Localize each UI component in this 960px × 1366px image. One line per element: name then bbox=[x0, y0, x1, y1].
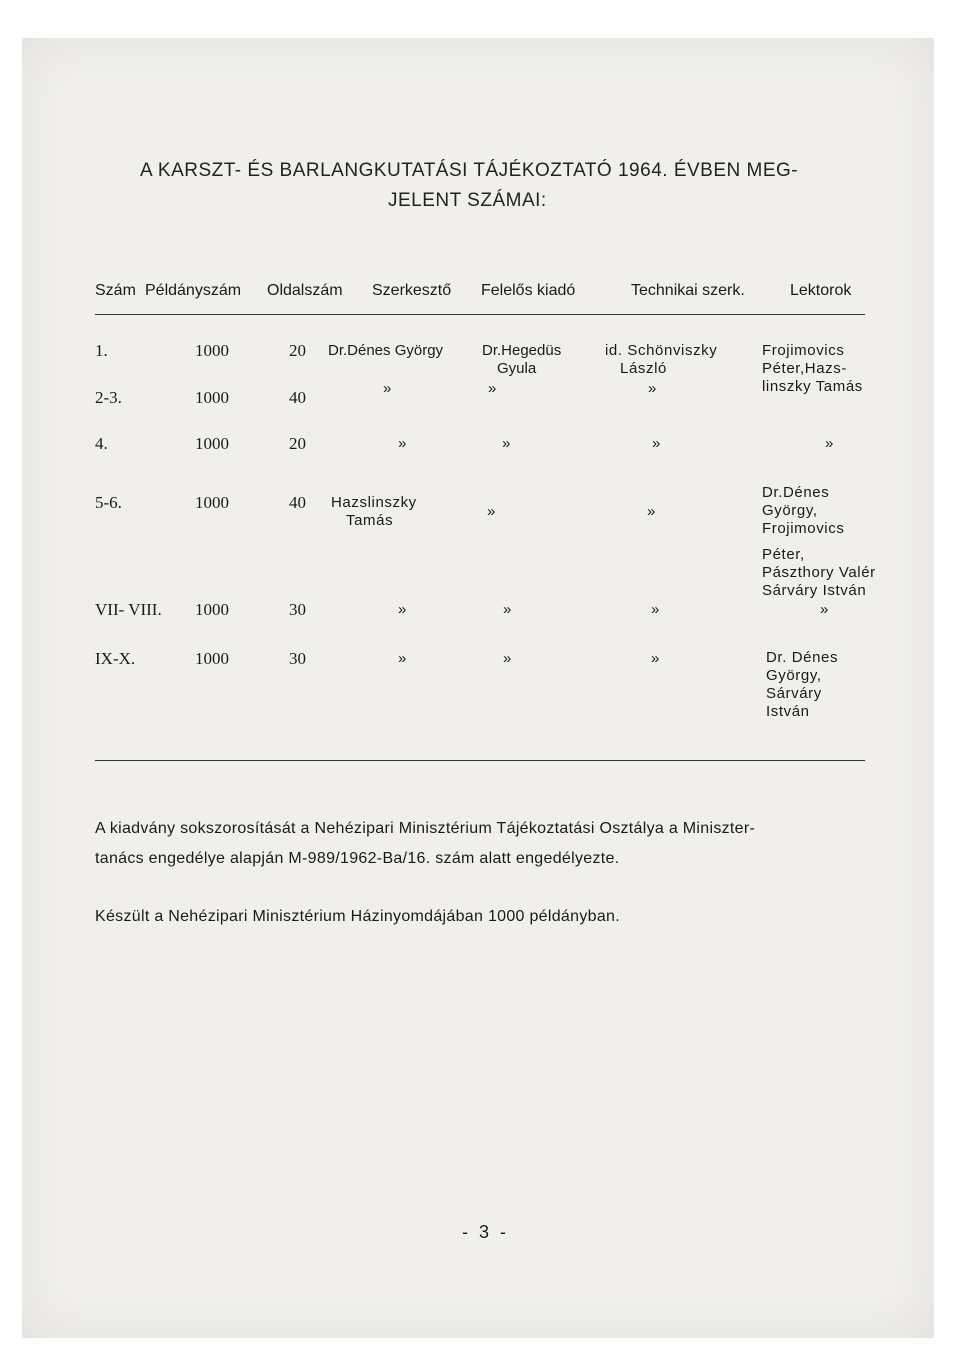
row4-oldal: 40 bbox=[289, 493, 306, 512]
table-bottom-rule bbox=[95, 760, 865, 761]
row2-oldal: 40 bbox=[289, 388, 306, 407]
document-title-line2: JELENT SZÁMAI: bbox=[388, 190, 547, 211]
row3-lektor: » bbox=[825, 435, 834, 452]
row5-szerkeszto: » bbox=[398, 601, 407, 618]
row6-oldal: 30 bbox=[289, 649, 306, 668]
row2-peldany: 1000 bbox=[195, 388, 229, 407]
row1-szerkeszto: Dr.Dénes György bbox=[328, 342, 444, 359]
header-lektorok: Lektorok bbox=[790, 282, 852, 299]
row1-oldal: 20 bbox=[289, 341, 306, 360]
row6-lektor-line3: Sárváry bbox=[766, 685, 822, 702]
row4-lektor-line4: Péter, bbox=[762, 546, 805, 563]
row6-szerkeszto: » bbox=[398, 650, 407, 667]
row4-szam: 5-6. bbox=[95, 493, 122, 512]
footer-line2: tanács engedélye alapján M-989/1962-Ba/16. szám alatt engedélyezte. bbox=[95, 850, 620, 867]
row5-lektor: » bbox=[820, 601, 829, 618]
row6-lektor-line1: Dr. Dénes bbox=[766, 649, 839, 666]
row1-felelos-line2: Gyula bbox=[497, 360, 537, 377]
row4-szerkeszto-line2: Tamás bbox=[346, 512, 394, 529]
row2-szam: 2-3. bbox=[95, 388, 122, 407]
row3-szam: 4. bbox=[95, 434, 108, 453]
row3-felelos: » bbox=[502, 435, 511, 452]
row3-oldal: 20 bbox=[289, 434, 306, 453]
row4-felelos: » bbox=[487, 503, 496, 520]
row6-lektor-line4: István bbox=[766, 703, 810, 720]
row6-peldany: 1000 bbox=[195, 649, 229, 668]
row1-felelos-line1: Dr.Hegedüs bbox=[482, 342, 562, 359]
row2-technikai: » bbox=[648, 380, 657, 397]
row3-peldany: 1000 bbox=[195, 434, 229, 453]
row5-technikai: » bbox=[651, 601, 660, 618]
row3-technikai: » bbox=[652, 435, 661, 452]
row6-lektor-line2: György, bbox=[766, 667, 822, 684]
row3-szerkeszto: » bbox=[398, 435, 407, 452]
row4-technikai: » bbox=[647, 503, 656, 520]
row4-lektor-line2: György, bbox=[762, 502, 818, 519]
row1-technikai-line2: László bbox=[620, 360, 667, 377]
row4-peldany: 1000 bbox=[195, 493, 229, 512]
row1-lektor-line1: Frojimovics bbox=[762, 342, 845, 359]
row1-lektor-line2: Péter,Hazs- bbox=[762, 360, 847, 377]
row2-szerkeszto: » bbox=[383, 380, 392, 397]
row6-szam: IX-X. bbox=[95, 649, 136, 668]
row5-szam: VII- VIII. bbox=[95, 600, 162, 619]
row5-felelos: » bbox=[503, 601, 512, 618]
header-szerkeszto: Szerkesztő bbox=[372, 282, 452, 299]
row1-szam: 1. bbox=[95, 341, 108, 360]
header-oldalszam: Oldalszám bbox=[267, 282, 343, 299]
page-number: - 3 - bbox=[462, 1222, 510, 1242]
row6-felelos: » bbox=[503, 650, 512, 667]
footer-line1: A kiadvány sokszorosítását a Nehézipari Minisztérium Tájékoztatási Osztálya a Miniszter- bbox=[95, 820, 756, 837]
document-title-line1: A KARSZT- ÉS BARLANGKUTATÁSI TÁJÉKOZTATÓ 1964. ÉVBEN MEG- bbox=[140, 160, 799, 181]
row2-felelos: » bbox=[488, 380, 497, 397]
row1-peldany: 1000 bbox=[195, 341, 229, 360]
row1-technikai-line1: id. Schönviszky bbox=[605, 342, 718, 359]
row4-lektor-line5: Pászthory Valér bbox=[762, 564, 876, 581]
row6-technikai: » bbox=[651, 650, 660, 667]
row4-lektor-line3: Frojimovics bbox=[762, 520, 845, 537]
row5-oldal: 30 bbox=[289, 600, 306, 619]
header-peldanyszam: Példányszám bbox=[145, 282, 242, 299]
row4-lektor-line6: Sárváry István bbox=[762, 582, 867, 599]
row4-lektor-line1: Dr.Dénes bbox=[762, 484, 830, 501]
row4-szerkeszto-line1: Hazslinszky bbox=[331, 494, 417, 511]
row5-peldany: 1000 bbox=[195, 600, 229, 619]
footer-line3: Készült a Nehézipari Minisztérium Házinyomdájában 1000 példányban. bbox=[95, 908, 620, 925]
header-rule bbox=[95, 314, 865, 315]
header-technikai-szerk: Technikai szerk. bbox=[631, 282, 745, 299]
header-szam: Szám bbox=[95, 282, 136, 299]
header-felelos-kiado: Felelős kiadó bbox=[481, 282, 576, 299]
row1-lektor-line3: linszky Tamás bbox=[762, 378, 863, 395]
